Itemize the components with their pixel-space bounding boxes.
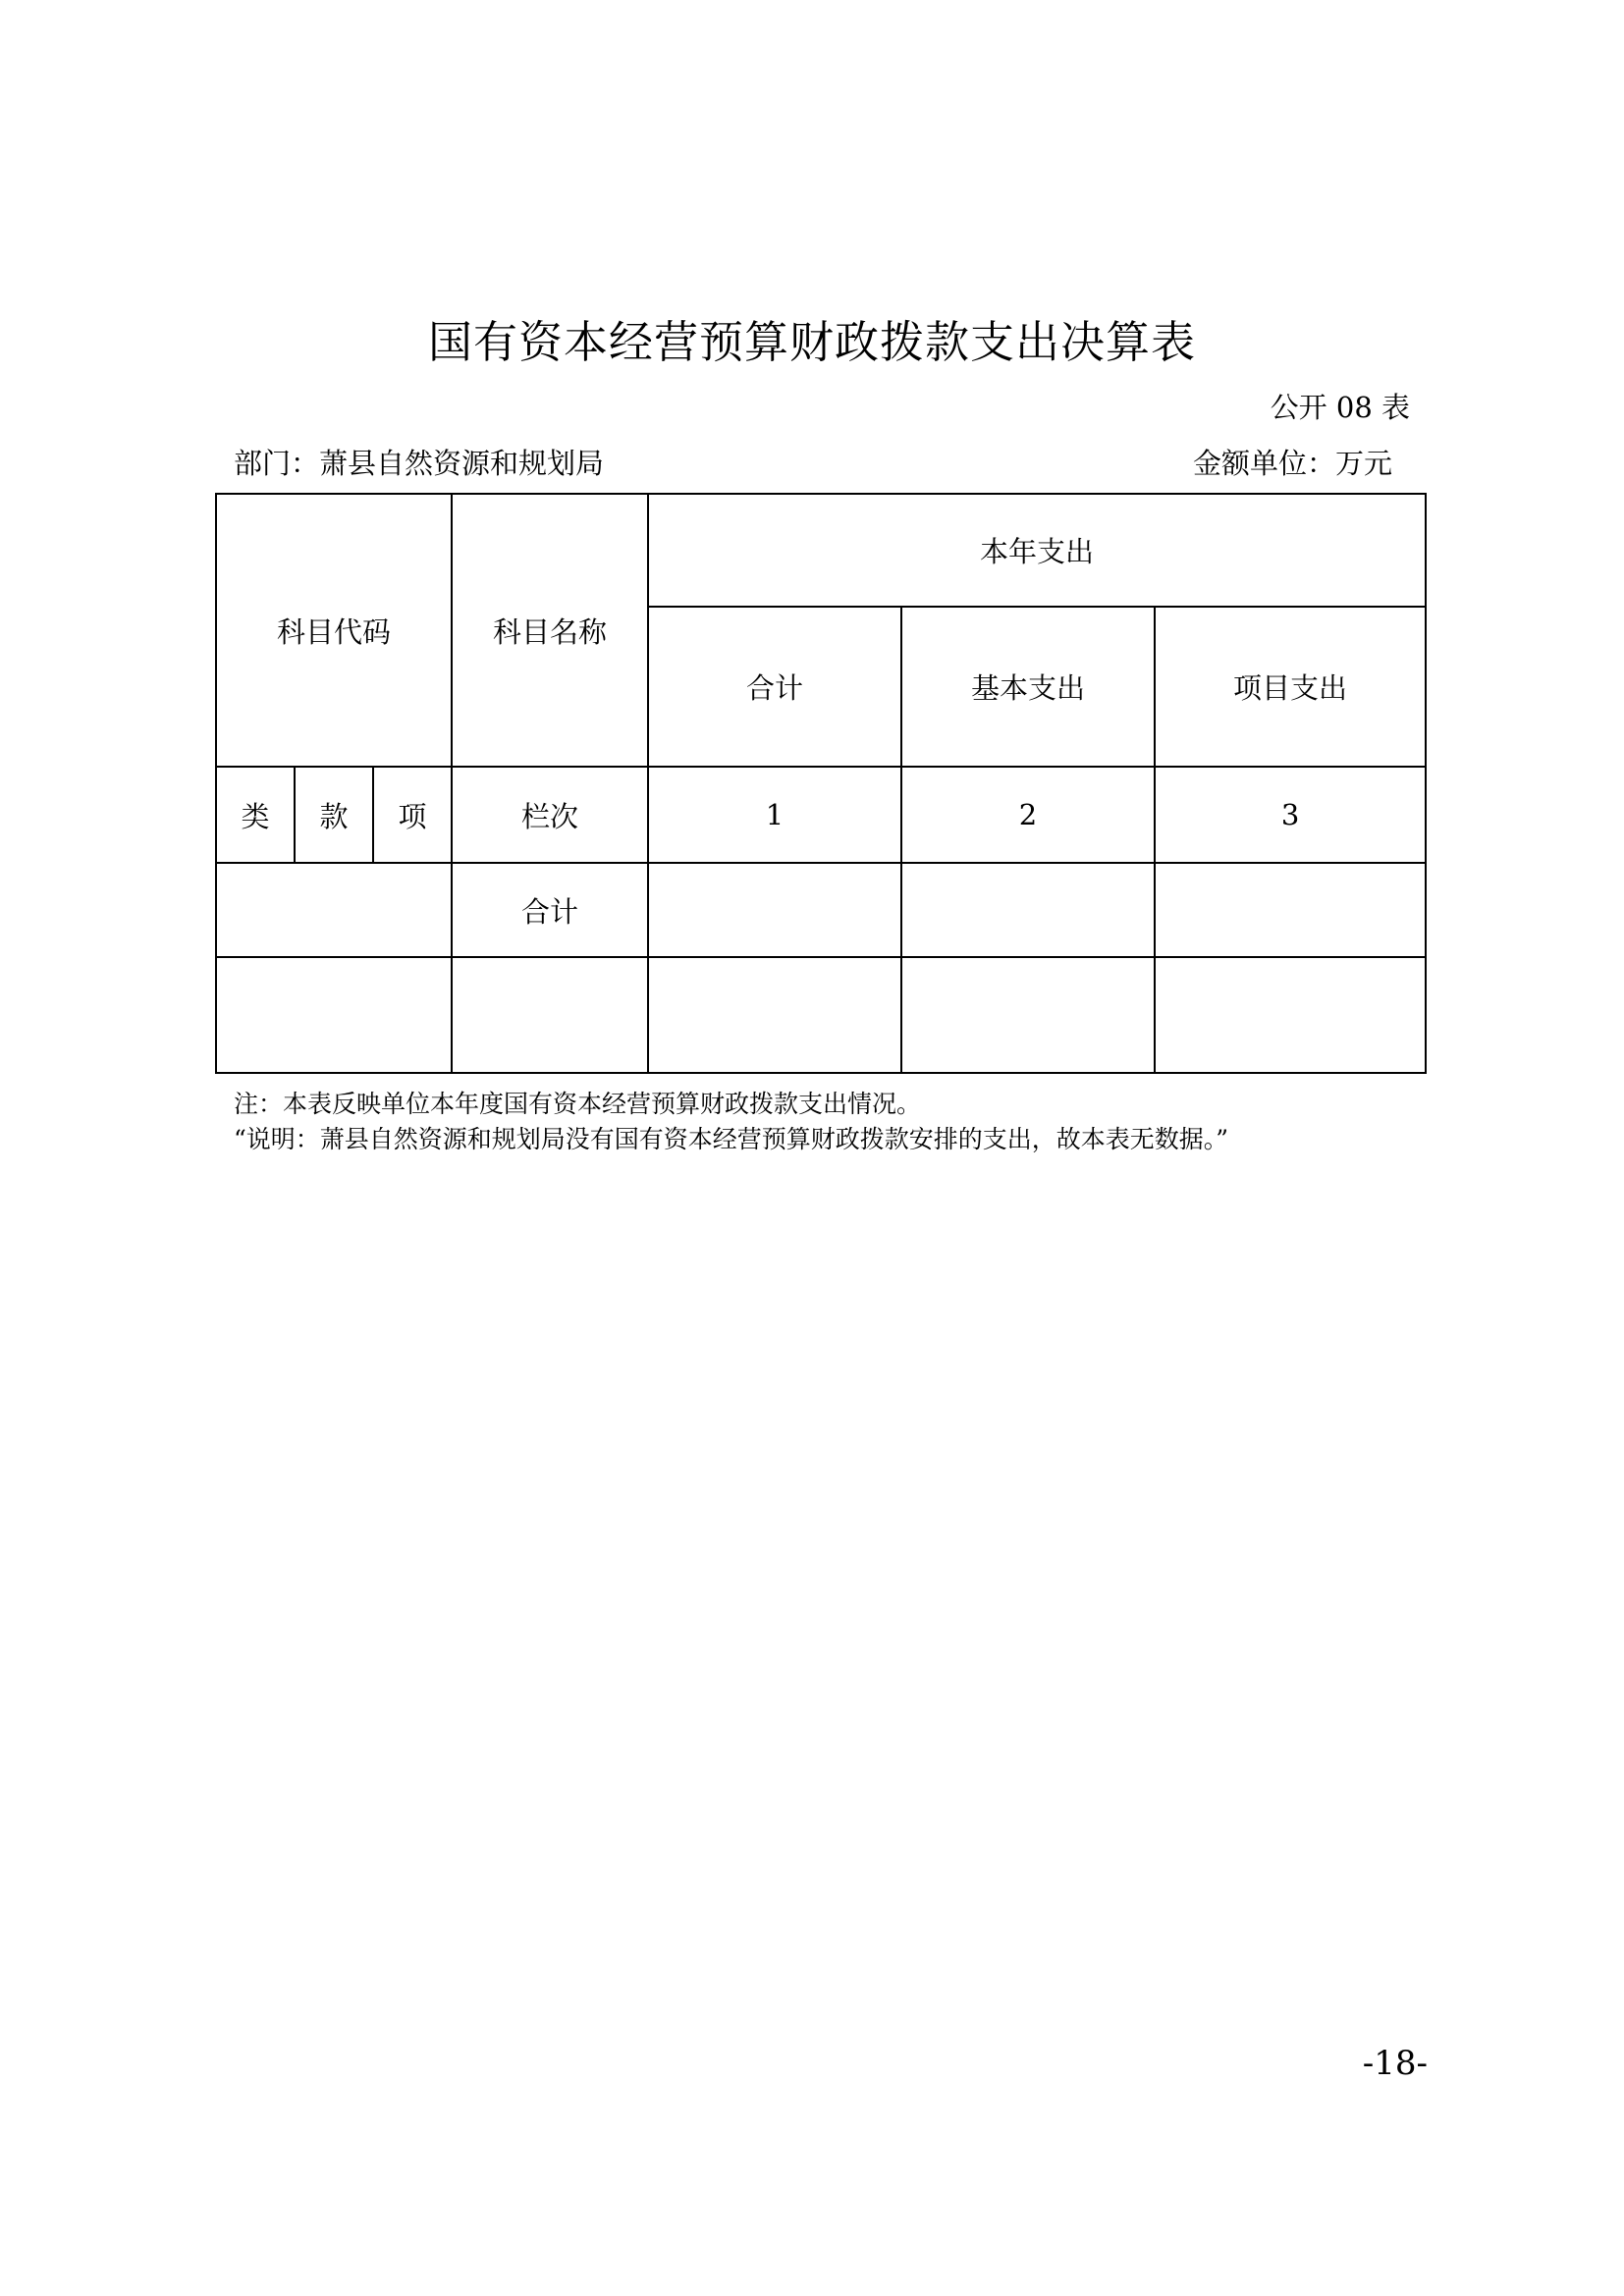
table-cell xyxy=(1155,957,1426,1073)
table-cell xyxy=(452,957,648,1073)
expenditure-table xyxy=(215,493,1427,1074)
header-basic-expenditure: 基本支出 xyxy=(901,607,1155,767)
table-cell xyxy=(648,957,901,1073)
header-subject-name: 科目名称 xyxy=(452,494,648,767)
header-subject-code: 科目代码 xyxy=(216,494,452,767)
subheader-col-2: 2 xyxy=(901,767,1155,863)
table-cell xyxy=(216,957,452,1073)
subheader-lei: 类 xyxy=(216,767,295,863)
form-number: 公开 08 表 xyxy=(1270,391,1410,424)
total-row-label: 合计 xyxy=(452,863,648,957)
department-label: 部门：萧县自然资源和规划局 xyxy=(234,447,605,480)
subheader-xiang: 项 xyxy=(373,767,452,863)
table-note: 注：本表反映单位本年度国有资本经营预算财政拨款支出情况。 xyxy=(234,1090,922,1118)
table-row xyxy=(216,957,1426,1073)
table-cell xyxy=(901,957,1155,1073)
header-total: 合计 xyxy=(648,607,901,767)
table-cell xyxy=(1155,863,1426,957)
amount-unit-label: 金额单位：万元 xyxy=(1192,447,1392,480)
subheader-col-3: 3 xyxy=(1155,767,1426,863)
table-subheader-row xyxy=(216,767,1426,863)
table-cell xyxy=(648,863,901,957)
header-current-year-expenditure: 本年支出 xyxy=(648,494,1426,607)
page-number: -18- xyxy=(1362,2044,1428,2083)
table-explanation: “说明：萧县自然资源和规划局没有国有资本经营预算财政拨款安排的支出，故本表无数据。” xyxy=(234,1125,1229,1153)
table-cell xyxy=(901,863,1155,957)
subheader-col-1: 1 xyxy=(648,767,901,863)
table-cell xyxy=(216,863,452,957)
table-row-total xyxy=(216,863,1426,957)
table-header-row xyxy=(216,494,1426,607)
page-title: 国有资本经营预算财政拨款支出决算表 xyxy=(427,316,1196,368)
subheader-kuan: 款 xyxy=(295,767,373,863)
header-project-expenditure: 项目支出 xyxy=(1155,607,1426,767)
subheader-column: 栏次 xyxy=(452,767,648,863)
